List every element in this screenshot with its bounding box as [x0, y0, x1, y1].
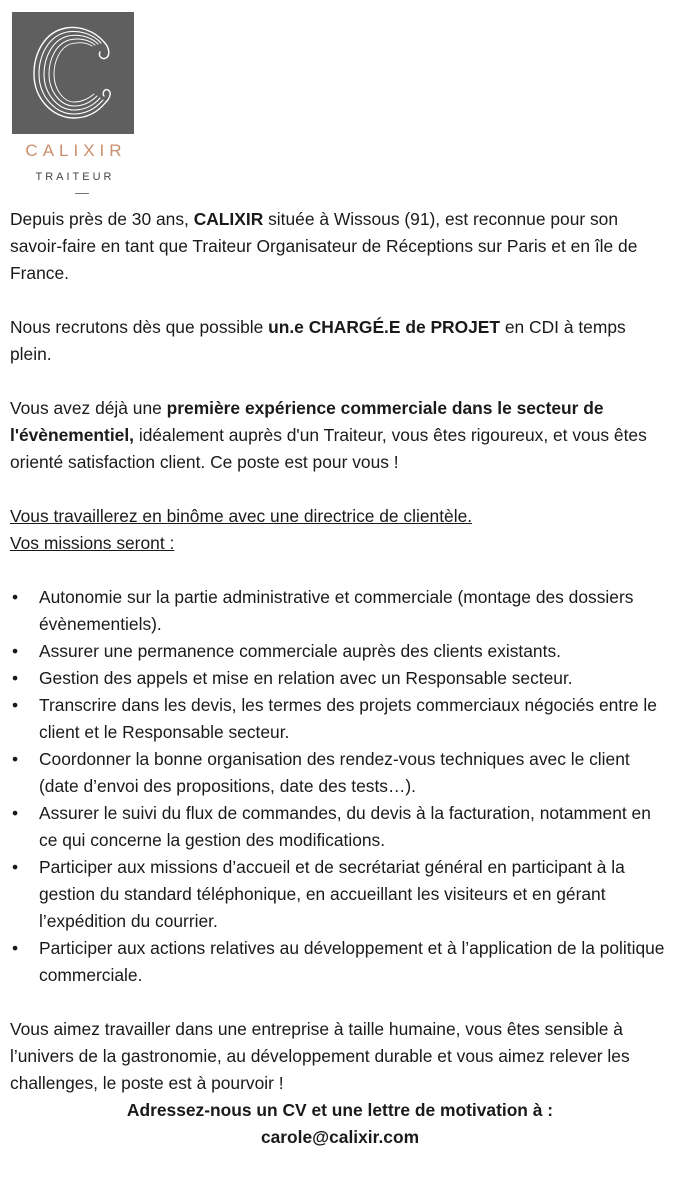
mission-text: Gestion des appels et mise en relation avec un Responsable secteur.: [39, 668, 573, 688]
recruit-paragraph: [10, 314, 670, 368]
mission-text: Coordonner la bonne organisation des rendez-vous techniques avec le client (date d’envoi des propositions, date des tests…).: [39, 749, 630, 796]
recruit-text-rest: en CDI à temps plein.: [10, 317, 626, 364]
brand-subtitle: TRAITEUR: [35, 171, 115, 183]
mission-item: [10, 935, 670, 989]
bullet-icon: •: [12, 803, 19, 823]
profile-text: Vous avez déjà une: [10, 398, 167, 418]
job-title: un.e CHARGÉ.E de PROJET: [268, 317, 501, 337]
binome-line: Vous travaillerez en binôme avec une directrice de clientèle.: [10, 506, 473, 526]
brand-logo: [12, 12, 142, 194]
mission-text: Transcrire dans les devis, les termes des projets commerciaux négociés entre le client et le Responsable secteur.: [39, 695, 657, 742]
profile-requirement: première expérience commerciale dans le secteur de l'évènementiel,: [10, 398, 604, 445]
profile-text-rest: idéalement auprès d'un Traiteur, vous êtes rigoureux, et vous êtes orienté satisfaction client. Ce poste est pour vous !: [10, 425, 647, 472]
intro-text: Depuis près de 30 ans,: [10, 209, 194, 229]
mission-item: [10, 638, 670, 665]
job-offer-body: [10, 206, 670, 1151]
mission-text: Assurer le suivi du flux de commandes, du devis à la facturation, notamment en ce qui concerne la gestion des modifications.: [39, 803, 651, 850]
c-monogram-icon: [12, 12, 134, 134]
intro-text-rest: située à Wissous (91), est reconnue pour son savoir-faire en tant que Traiteur Organisateur de Réceptions sur Paris et en île de France.: [10, 209, 638, 283]
bullet-icon: •: [12, 587, 19, 607]
missions-heading: Vos missions seront :: [10, 533, 175, 553]
contact-line: Adressez-nous un CV et une lettre de motivation à :: [126, 1100, 554, 1120]
mission-item: [10, 692, 670, 746]
intro-paragraph: [10, 206, 670, 287]
brand-name: CALIXIR: [25, 141, 127, 160]
missions-list: [10, 584, 670, 989]
mission-item: [10, 854, 670, 935]
bullet-icon: •: [12, 938, 19, 958]
mission-item: [10, 665, 670, 692]
mission-item: [10, 584, 670, 638]
bullet-icon: •: [12, 749, 19, 769]
recruit-text: Nous recrutons dès que possible: [10, 317, 269, 337]
outro-paragraph: Vous aimez travailler dans une entreprise à taille humaine, vous êtes sensible à l’univers de la gastronomie, au développement durable et vous aimez relever les challenges, le poste est à pourvoir !: [10, 1019, 630, 1093]
bullet-icon: •: [12, 668, 19, 688]
mission-text: Participer aux missions d’accueil et de secrétariat général en participant à la gestion du standard téléphonique, en accueillant les visiteurs et en gérant l’expédition du courrier.: [39, 857, 625, 931]
mission-text: Assurer une permanence commerciale auprès des clients existants.: [39, 641, 561, 661]
contact-email[interactable]: carole@calixir.com: [260, 1127, 420, 1147]
calixir-monogram-logo: [12, 12, 134, 134]
bullet-icon: •: [12, 857, 19, 877]
company-name: CALIXIR: [193, 209, 264, 229]
mission-item: [10, 746, 670, 800]
mission-text: Autonomie sur la partie administrative et commerciale (montage des dossiers évènementiels).: [39, 587, 634, 634]
mission-item: [10, 800, 670, 854]
bullet-icon: •: [12, 641, 19, 661]
bullet-icon: •: [12, 695, 19, 715]
brand-divider: [75, 193, 89, 194]
mission-text: Participer aux actions relatives au développement et à l’application de la politique commerciale.: [39, 938, 665, 985]
profile-paragraph: [10, 395, 670, 476]
